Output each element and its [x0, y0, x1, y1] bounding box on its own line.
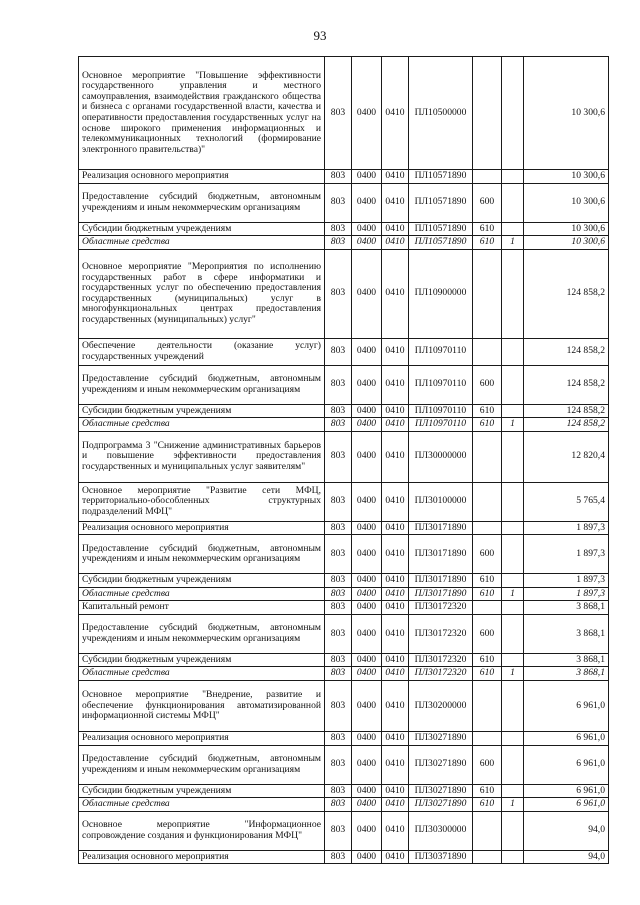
row-expense-type: 600 — [473, 365, 502, 404]
row-expense-type: 610 — [473, 574, 502, 588]
row-expense-type — [473, 601, 502, 615]
row-name: Реализация основного мероприятия — [79, 732, 325, 746]
row-section-code: 0400 — [352, 365, 382, 404]
row-target-article: ПЛ10500000 — [409, 57, 473, 170]
row-subsection-code: 0410 — [382, 365, 409, 404]
row-name: Основное мероприятие "Повышение эффективности государственного управления и местного самоуправления, взаимодействия гражданского общества и бизнеса с органами государственной власти, качества и оперативности предоставления государственных услуг на основе широкого применения информационных и телекоммуникационных технологий (формирование электронного правительства)" — [79, 57, 325, 170]
row-name: Субсидии бюджетным учреждениям — [79, 222, 325, 236]
row-section-code: 0400 — [352, 170, 382, 184]
row-target-article: ПЛ10900000 — [409, 249, 473, 338]
row-amount: 6 961,0 — [524, 732, 609, 746]
row-subsection-code: 0410 — [382, 745, 409, 784]
row-source-code — [502, 535, 524, 574]
row-target-article: ПЛ30172320 — [409, 601, 473, 615]
row-amount: 6 961,0 — [524, 681, 609, 732]
row-subsection-code: 0410 — [382, 574, 409, 588]
row-ved-code: 803 — [325, 222, 352, 236]
row-source-code — [502, 850, 524, 864]
row-subsection-code: 0410 — [382, 418, 409, 432]
table-row — [79, 170, 609, 184]
row-ved-code: 803 — [325, 732, 352, 746]
table-row — [79, 482, 609, 521]
row-amount: 3 868,1 — [524, 653, 609, 667]
row-subsection-code: 0410 — [382, 732, 409, 746]
row-ved-code: 803 — [325, 365, 352, 404]
row-ved-code: 803 — [325, 236, 352, 250]
row-target-article: ПЛ30000000 — [409, 431, 473, 482]
row-subsection-code: 0410 — [382, 222, 409, 236]
row-expense-type — [473, 850, 502, 864]
row-amount: 94,0 — [524, 811, 609, 850]
row-source-code — [502, 614, 524, 653]
row-source-code — [502, 338, 524, 365]
row-amount: 3 868,1 — [524, 601, 609, 615]
row-section-code: 0400 — [352, 418, 382, 432]
row-section-code: 0400 — [352, 574, 382, 588]
row-expense-type: 600 — [473, 745, 502, 784]
row-ved-code: 803 — [325, 587, 352, 601]
row-target-article: ПЛ10970110 — [409, 418, 473, 432]
row-section-code: 0400 — [352, 57, 382, 170]
row-expense-type: 610 — [473, 587, 502, 601]
row-expense-type: 610 — [473, 418, 502, 432]
row-name: Предоставление субсидий бюджетным, автономным учреждениям и иным некоммерческим организациям — [79, 614, 325, 653]
row-source-code — [502, 732, 524, 746]
row-source-code — [502, 521, 524, 535]
row-section-code: 0400 — [352, 732, 382, 746]
row-target-article: ПЛ30171890 — [409, 574, 473, 588]
table-row — [79, 614, 609, 653]
row-name: Предоставление субсидий бюджетным, автономным учреждениям и иным некоммерческим организациям — [79, 535, 325, 574]
row-subsection-code: 0410 — [382, 535, 409, 574]
row-name: Субсидии бюджетным учреждениям — [79, 574, 325, 588]
row-ved-code: 803 — [325, 170, 352, 184]
row-section-code: 0400 — [352, 236, 382, 250]
row-section-code: 0400 — [352, 798, 382, 812]
row-expense-type — [473, 811, 502, 850]
table-row — [79, 222, 609, 236]
row-expense-type: 610 — [473, 222, 502, 236]
row-source-code — [502, 784, 524, 798]
row-section-code: 0400 — [352, 587, 382, 601]
table-row — [79, 404, 609, 418]
row-amount: 6 961,0 — [524, 745, 609, 784]
row-target-article: ПЛ30172320 — [409, 614, 473, 653]
row-ved-code: 803 — [325, 535, 352, 574]
row-target-article: ПЛ10571890 — [409, 183, 473, 222]
row-target-article: ПЛ30171890 — [409, 535, 473, 574]
row-name: Основное мероприятие "Развитие сети МФЦ, территориально-обособленных структурных подразделений МФЦ" — [79, 482, 325, 521]
row-target-article: ПЛ30371890 — [409, 850, 473, 864]
row-section-code: 0400 — [352, 667, 382, 681]
row-amount: 3 868,1 — [524, 667, 609, 681]
row-expense-type: 610 — [473, 798, 502, 812]
row-target-article: ПЛ30271890 — [409, 784, 473, 798]
table-row — [79, 850, 609, 864]
row-subsection-code: 0410 — [382, 798, 409, 812]
row-section-code: 0400 — [352, 535, 382, 574]
row-source-code — [502, 404, 524, 418]
row-source-code: 1 — [502, 236, 524, 250]
row-target-article: ПЛ10571890 — [409, 170, 473, 184]
row-amount: 124 858,2 — [524, 338, 609, 365]
row-expense-type: 610 — [473, 653, 502, 667]
table-row — [79, 681, 609, 732]
row-subsection-code: 0410 — [382, 653, 409, 667]
row-ved-code: 803 — [325, 431, 352, 482]
row-name: Основное мероприятие "Мероприятия по исполнению государственных работ в сфере информатики и государственных услуг по обеспечению предоставления государственных (муниципальных) услуг в многофункциональных центрах предоставления государственных (муниципальных) услуг" — [79, 249, 325, 338]
table-row — [79, 732, 609, 746]
row-ved-code: 803 — [325, 418, 352, 432]
row-name: Областные средства — [79, 236, 325, 250]
row-ved-code: 803 — [325, 614, 352, 653]
row-subsection-code: 0410 — [382, 681, 409, 732]
row-subsection-code: 0410 — [382, 601, 409, 615]
row-source-code — [502, 745, 524, 784]
row-amount: 94,0 — [524, 850, 609, 864]
row-name: Обеспечение деятельности (оказание услуг) государственных учреждений — [79, 338, 325, 365]
row-section-code: 0400 — [352, 404, 382, 418]
row-ved-code: 803 — [325, 521, 352, 535]
budget-table — [78, 56, 609, 864]
row-target-article: ПЛ30171890 — [409, 521, 473, 535]
row-amount: 5 765,4 — [524, 482, 609, 521]
row-section-code: 0400 — [352, 811, 382, 850]
row-source-code — [502, 574, 524, 588]
row-subsection-code: 0410 — [382, 170, 409, 184]
row-target-article: ПЛ30171890 — [409, 587, 473, 601]
table-row — [79, 236, 609, 250]
row-expense-type — [473, 521, 502, 535]
row-name: Реализация основного мероприятия — [79, 521, 325, 535]
row-source-code — [502, 482, 524, 521]
row-ved-code: 803 — [325, 601, 352, 615]
table-row — [79, 535, 609, 574]
row-name: Подпрограмма 3 "Снижение административных барьеров и повышение эффективности предоставления государственных и муниципальных услуг заявителям" — [79, 431, 325, 482]
row-expense-type: 600 — [473, 614, 502, 653]
row-subsection-code: 0410 — [382, 249, 409, 338]
row-ved-code: 803 — [325, 798, 352, 812]
row-name: Реализация основного мероприятия — [79, 170, 325, 184]
row-amount: 10 300,6 — [524, 57, 609, 170]
row-section-code: 0400 — [352, 681, 382, 732]
row-source-code: 1 — [502, 667, 524, 681]
row-subsection-code: 0410 — [382, 587, 409, 601]
row-target-article: ПЛ30300000 — [409, 811, 473, 850]
row-section-code: 0400 — [352, 850, 382, 864]
row-source-code: 1 — [502, 798, 524, 812]
row-amount: 12 820,4 — [524, 431, 609, 482]
row-source-code: 1 — [502, 418, 524, 432]
row-amount: 124 858,2 — [524, 404, 609, 418]
row-ved-code: 803 — [325, 667, 352, 681]
row-subsection-code: 0410 — [382, 811, 409, 850]
row-expense-type — [473, 338, 502, 365]
row-subsection-code: 0410 — [382, 784, 409, 798]
row-source-code — [502, 431, 524, 482]
row-amount: 124 858,2 — [524, 249, 609, 338]
row-target-article: ПЛ30172320 — [409, 667, 473, 681]
row-amount: 6 961,0 — [524, 784, 609, 798]
row-target-article: ПЛ30271890 — [409, 745, 473, 784]
row-expense-type: 610 — [473, 236, 502, 250]
row-expense-type — [473, 482, 502, 521]
row-section-code: 0400 — [352, 431, 382, 482]
row-name: Основное мероприятие "Внедрение, развитие и обеспечение функционирования автоматизированной информационной системы МФЦ" — [79, 681, 325, 732]
row-subsection-code: 0410 — [382, 667, 409, 681]
row-expense-type: 610 — [473, 784, 502, 798]
row-amount: 10 300,6 — [524, 183, 609, 222]
row-target-article: ПЛ10970110 — [409, 365, 473, 404]
row-subsection-code: 0410 — [382, 236, 409, 250]
row-subsection-code: 0410 — [382, 521, 409, 535]
row-section-code: 0400 — [352, 222, 382, 236]
table-row — [79, 667, 609, 681]
row-source-code — [502, 811, 524, 850]
row-source-code — [502, 681, 524, 732]
row-source-code — [502, 249, 524, 338]
row-expense-type: 600 — [473, 535, 502, 574]
row-expense-type — [473, 170, 502, 184]
row-name: Предоставление субсидий бюджетным, автономным учреждениям и иным некоммерческим организациям — [79, 365, 325, 404]
row-section-code: 0400 — [352, 784, 382, 798]
row-target-article: ПЛ30271890 — [409, 798, 473, 812]
row-name: Капитальный ремонт — [79, 601, 325, 615]
row-amount: 6 961,0 — [524, 798, 609, 812]
row-subsection-code: 0410 — [382, 614, 409, 653]
row-expense-type — [473, 681, 502, 732]
table-row — [79, 574, 609, 588]
row-section-code: 0400 — [352, 653, 382, 667]
table-row — [79, 249, 609, 338]
row-source-code — [502, 365, 524, 404]
row-name: Субсидии бюджетным учреждениям — [79, 784, 325, 798]
row-source-code — [502, 170, 524, 184]
row-ved-code: 803 — [325, 850, 352, 864]
row-ved-code: 803 — [325, 482, 352, 521]
row-name: Областные средства — [79, 667, 325, 681]
row-ved-code: 803 — [325, 183, 352, 222]
row-target-article: ПЛ30200000 — [409, 681, 473, 732]
row-amount: 124 858,2 — [524, 418, 609, 432]
row-amount: 1 897,3 — [524, 574, 609, 588]
row-section-code: 0400 — [352, 183, 382, 222]
row-ved-code: 803 — [325, 57, 352, 170]
row-amount: 1 897,3 — [524, 521, 609, 535]
row-source-code — [502, 183, 524, 222]
row-expense-type — [473, 57, 502, 170]
row-source-code: 1 — [502, 587, 524, 601]
row-expense-type: 600 — [473, 183, 502, 222]
row-source-code — [502, 222, 524, 236]
row-section-code: 0400 — [352, 482, 382, 521]
table-row — [79, 653, 609, 667]
row-name: Предоставление субсидий бюджетным, автономным учреждениям и иным некоммерческим организациям — [79, 183, 325, 222]
row-amount: 124 858,2 — [524, 365, 609, 404]
row-name: Областные средства — [79, 798, 325, 812]
row-section-code: 0400 — [352, 745, 382, 784]
row-source-code — [502, 653, 524, 667]
row-section-code: 0400 — [352, 601, 382, 615]
row-target-article: ПЛ30172320 — [409, 653, 473, 667]
table-row — [79, 365, 609, 404]
table-row — [79, 784, 609, 798]
table-row — [79, 418, 609, 432]
table-row — [79, 183, 609, 222]
row-target-article: ПЛ10571890 — [409, 222, 473, 236]
row-section-code: 0400 — [352, 338, 382, 365]
row-expense-type: 610 — [473, 404, 502, 418]
row-target-article: ПЛ10970110 — [409, 338, 473, 365]
row-ved-code: 803 — [325, 574, 352, 588]
row-ved-code: 803 — [325, 784, 352, 798]
budget-table-body — [79, 57, 609, 864]
row-name: Реализация основного мероприятия — [79, 850, 325, 864]
row-name: Предоставление субсидий бюджетным, автономным учреждениям и иным некоммерческим организациям — [79, 745, 325, 784]
row-section-code: 0400 — [352, 521, 382, 535]
row-target-article: ПЛ10571890 — [409, 236, 473, 250]
table-row — [79, 587, 609, 601]
table-row — [79, 57, 609, 170]
row-target-article: ПЛ10970110 — [409, 404, 473, 418]
row-subsection-code: 0410 — [382, 57, 409, 170]
row-name: Областные средства — [79, 418, 325, 432]
row-subsection-code: 0410 — [382, 482, 409, 521]
row-ved-code: 803 — [325, 681, 352, 732]
row-name: Основное мероприятие "Информационное сопровождение создания и функционирования МФЦ" — [79, 811, 325, 850]
row-expense-type — [473, 431, 502, 482]
row-amount: 1 897,3 — [524, 587, 609, 601]
row-target-article: ПЛ30271890 — [409, 732, 473, 746]
table-row — [79, 811, 609, 850]
row-subsection-code: 0410 — [382, 431, 409, 482]
table-row — [79, 745, 609, 784]
row-subsection-code: 0410 — [382, 850, 409, 864]
row-amount: 10 300,6 — [524, 222, 609, 236]
row-name: Субсидии бюджетным учреждениям — [79, 653, 325, 667]
row-subsection-code: 0410 — [382, 404, 409, 418]
row-source-code — [502, 57, 524, 170]
row-ved-code: 803 — [325, 811, 352, 850]
row-source-code — [502, 601, 524, 615]
table-row — [79, 521, 609, 535]
row-name: Субсидии бюджетным учреждениям — [79, 404, 325, 418]
row-expense-type — [473, 732, 502, 746]
row-subsection-code: 0410 — [382, 183, 409, 222]
row-ved-code: 803 — [325, 249, 352, 338]
row-ved-code: 803 — [325, 745, 352, 784]
row-expense-type: 610 — [473, 667, 502, 681]
row-amount: 10 300,6 — [524, 170, 609, 184]
row-expense-type — [473, 249, 502, 338]
row-ved-code: 803 — [325, 338, 352, 365]
row-target-article: ПЛ30100000 — [409, 482, 473, 521]
page-number: 93 — [313, 28, 327, 43]
row-subsection-code: 0410 — [382, 338, 409, 365]
row-amount: 3 868,1 — [524, 614, 609, 653]
table-row — [79, 338, 609, 365]
row-name: Областные средства — [79, 587, 325, 601]
table-row — [79, 798, 609, 812]
row-section-code: 0400 — [352, 614, 382, 653]
row-amount: 10 300,6 — [524, 236, 609, 250]
row-ved-code: 803 — [325, 653, 352, 667]
table-row — [79, 431, 609, 482]
row-section-code: 0400 — [352, 249, 382, 338]
row-amount: 1 897,3 — [524, 535, 609, 574]
row-ved-code: 803 — [325, 404, 352, 418]
table-row — [79, 601, 609, 615]
